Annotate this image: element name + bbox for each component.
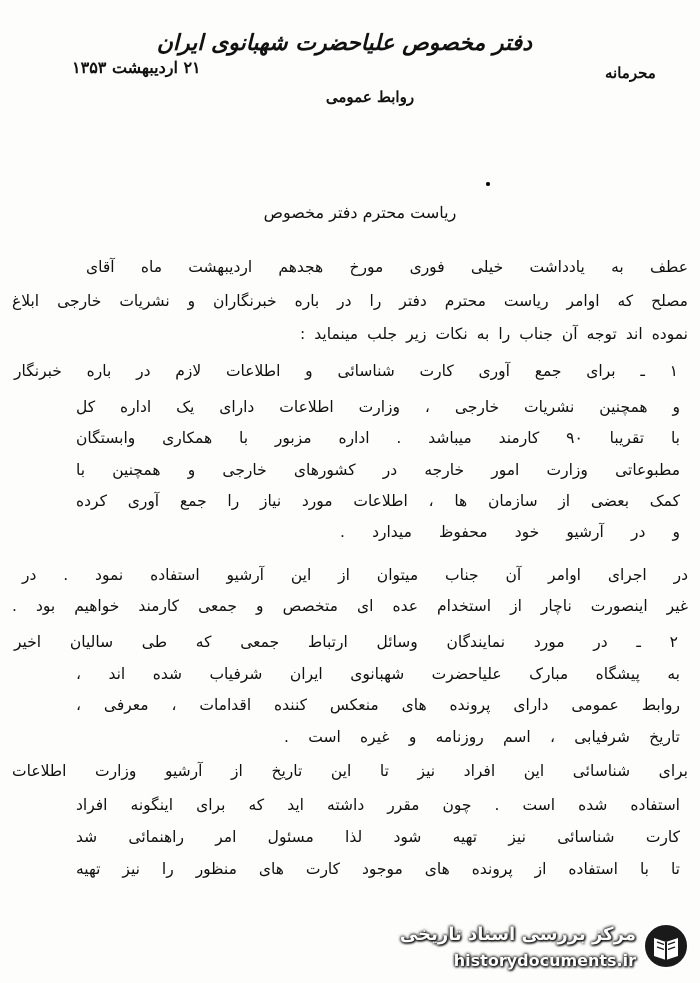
- body-line: تاریخ شرفیابی ، اسم روزنامه و غیره است .: [284, 728, 680, 746]
- body-line: عطف به یادداشت خیلی فوری مورخ هجدهم اردیبهشت ماه آقای: [86, 258, 688, 276]
- body-line: ۱ ـ برای جمع آوری کارت شناسائی و اطلاعات لازم در باره خبرنگار: [14, 362, 678, 380]
- classification-label: محرمانه: [605, 64, 656, 82]
- body-line: در اجرای اوامر آن جناب میتوان از این آرشیو استفاده نمود . در: [22, 566, 688, 584]
- body-line: و همچنین نشریات خارجی ، وزارت اطلاعات دارای یک اداره کل: [76, 398, 680, 416]
- body-line: غیر اینصورت ناچار از استخدام عده ای متخصص و جمعی کارمند خواهیم بود .: [12, 597, 688, 615]
- body-line: برای شناسائی این افراد نیز تا این تاریخ از آرشیو وزارت اطلاعات: [12, 762, 688, 780]
- body-line: به پیشگاه مبارک علیاحضرت شهبانوی ایران شرفیاب شده اند ،: [76, 665, 680, 683]
- body-line: استفاده شده است . چون مقرر داشته اید که برای اینگونه افراد: [76, 796, 680, 814]
- watermark: [399, 918, 698, 980]
- book-pages-logo-icon: [642, 922, 690, 970]
- body-line: مصلح که اوامر ریاست محترم دفتر را در باره خبرنگاران و نشریات خارجی ابلاغ: [12, 292, 688, 310]
- body-line: تا با استفاده از پرونده های موجود کارت های منظور را نیز تهیه: [76, 860, 680, 878]
- watermark-title: مرکز بررسی اسناد تاریخی: [399, 924, 636, 945]
- body-line: روابط عمومی دارای پرونده های منعکس کننده اقدامات ، معرفی ،: [76, 696, 680, 714]
- body-line: مطبوعاتی وزارت امور خارجه در کشورهای خارجی و همچنین با: [76, 461, 680, 479]
- body-line: ۲ ـ در مورد نمایندگان وسائل ارتباط جمعی که طی سالیان اخیر: [14, 633, 678, 651]
- body-line: با تقریبا ۹۰ کارمند میباشد . اداره مزبور با همکاری وابستگان: [76, 429, 680, 447]
- body-line: کارت شناسائی نیز تهیه شود لذا مسئول امر راهنمائی شد: [76, 828, 680, 846]
- document-date: ۲۱ اردیبهشت ۱۳۵۳: [72, 58, 201, 77]
- watermark-url: historydocuments.ir: [453, 951, 636, 970]
- salutation: ریاست محترم دفتر مخصوص: [263, 203, 457, 222]
- department-label: روابط عمومی: [325, 88, 415, 106]
- body-line: کمک بعضی از سازمان ها ، اطلاعات مورد نیاز را جمع آوری کرده: [76, 492, 680, 510]
- office-letterhead: دفتر مخصوص علیاحضرت شهبانوی ایران: [156, 30, 532, 56]
- body-line: نموده اند توجه آن جناب را به نکات زیر جلب مینماید :: [300, 325, 688, 343]
- body-line: و در آرشیو خود محفوظ میدارد .: [340, 523, 680, 541]
- ink-dot: [486, 182, 490, 186]
